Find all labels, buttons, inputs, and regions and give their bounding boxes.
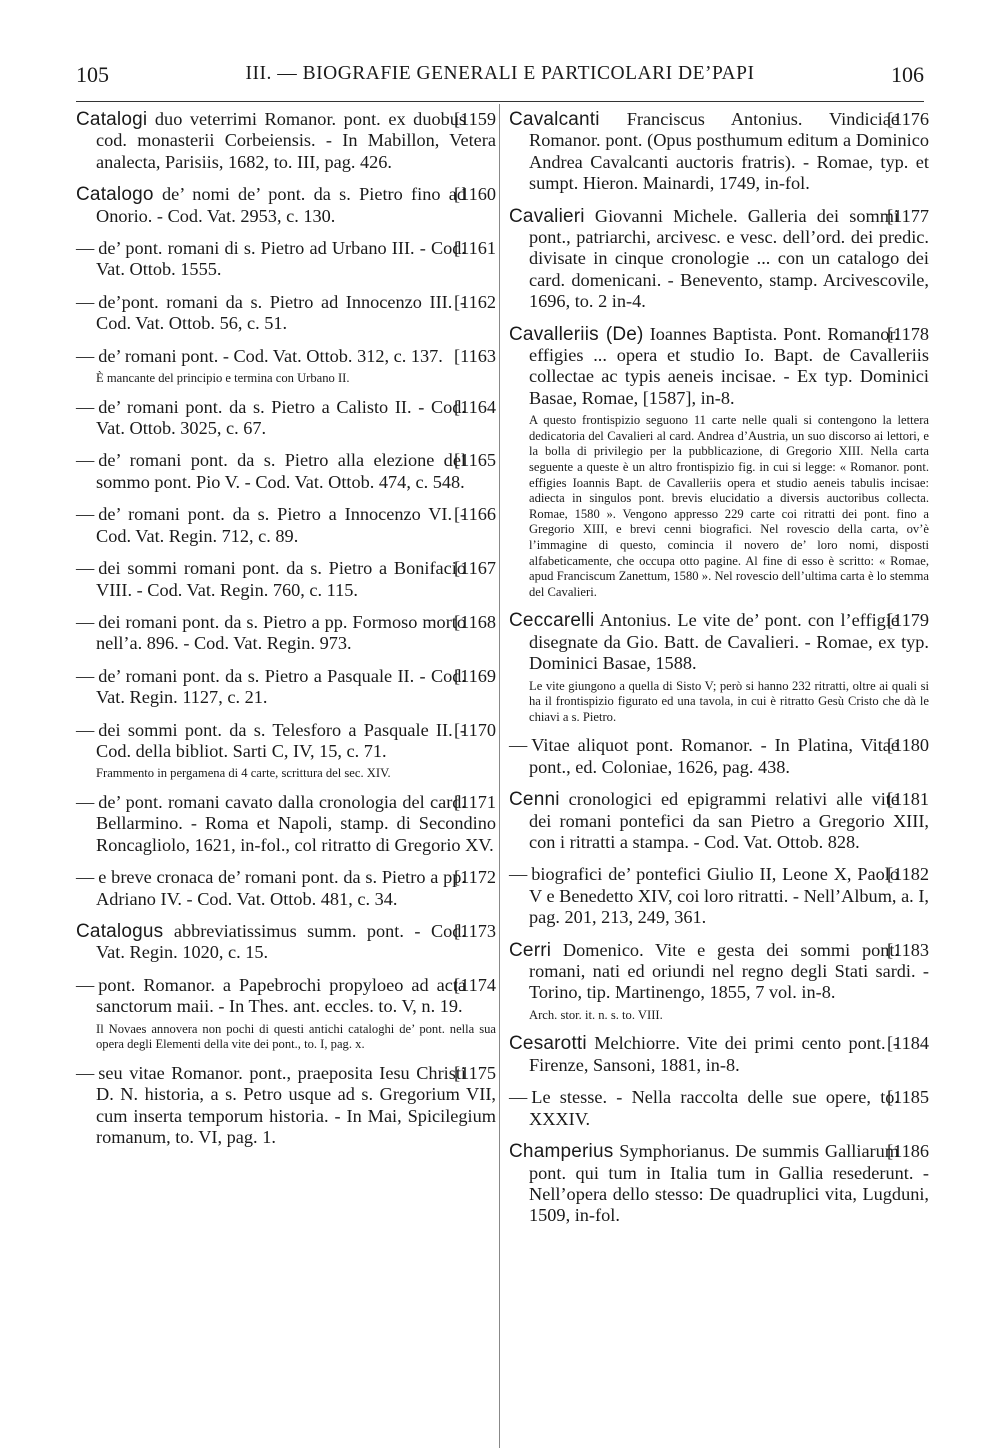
bibliography-entry <box>76 921 496 964</box>
entry-number: [1180 <box>887 735 929 756</box>
entry-number: [1172 <box>454 867 496 888</box>
bibliography-entry <box>509 789 929 853</box>
entry-text: seu vitae Romanor. pont., praeposita Iesu Christi D. N. historia, a s. Petro usque ad s. Gregorium VII, cum inserta temporum historia. - In Mai, Spicilegium romanum, to. VI, pag. 1. <box>96 1062 496 1147</box>
entry-text: Domenico. Vite e gesta dei sommi pont. romani, nati ed oriundi nel regno degli Stati sardi. - Torino, tip. Martinengo, 1855, 7 vol. in-8. <box>529 939 929 1003</box>
entry-dash: — <box>76 867 95 888</box>
entry-dash: — <box>76 719 95 740</box>
bibliography-entry <box>76 450 496 493</box>
entry-number: [1183 <box>887 939 929 960</box>
entry-text: de’ romani pont. da s. Pietro a Innocenzo VI. - Cod. Vat. Regin. 712, c. 89. <box>96 504 467 546</box>
entry-text: Giovanni Michele. Galleria dei sommi pont., patriarchi, arcivesc. e vesc. dell’ord. dei predic. divisate in cinque cronologie ... con un catalogo dei card. domenicani. - Benevento, stamp. Arcivescovile, 1696, to. 2 in-4. <box>529 205 929 312</box>
right-column <box>509 109 929 1238</box>
bibliography-entry <box>76 109 496 173</box>
bibliography-entry <box>509 735 929 778</box>
entry-note: Arch. stor. it. n. s. to. VIII. <box>529 1007 663 1022</box>
column-divider <box>499 104 500 1448</box>
entry-text: de’ romani pont. - Cod. Vat. Ottob. 312, c. 137. <box>98 345 443 366</box>
entry-text: de’ romani pont. da s. Pietro alla elezione del sommo pont. Pio V. - Cod. Vat. Ottob. 474, c. 548. <box>96 450 467 492</box>
entry-text: duo veterrimi Romanor. pont. ex duobus cod. monasterii Corbeiensis. - In Mabillon, Vetera analecta, Parisiis, 1682, to. III, pag. 426. <box>96 109 496 172</box>
bibliography-entry <box>76 346 496 367</box>
bibliography-entry <box>76 504 496 547</box>
bibliography-entry <box>76 558 496 601</box>
entry-dash: — <box>509 735 528 756</box>
entry-number: [1171 <box>454 791 496 812</box>
entry-text: Le stesse. - Nella raccolta delle sue opere, to. XXXIV. <box>529 1087 900 1129</box>
entry-dash: — <box>76 611 95 632</box>
entry-note: A questo frontispizio seguono 11 carte nelle quali si contengono la lettera dedicatoria del Cavalieri al card. Andrea d’Austria, un suo discorso ai lettori, e la bolla di privilegio per la pubblicazione, di Gregorio XIII. Nella carta seguente a queste è un altro frontispizio fig. in cui si legge: « Romanor. pont. effigies Ioannis Bapt. de Cavalleriis opera et studio aeneis tabulis incisae: adiecta in singulos pont. brevis elucidatio a diversis auctoribus collecta. Romae, 1580 ». Vengono appresso 229 carte coi ritratti dei pont. fino a Gregorio XIII, e brevi cenni biografici. Nel rovescio della carta, ov’è l’immagine di questo, comincia il novero de’ loro nomi, disposti alfabeticamente, che occupa otto pagine. Al fine di esso è scritto: « Romae, apud Franciscum Zanettum, 1580 ». Nel rovescio dell’ultima carta è lo stemma del Cavalieri. <box>529 413 929 599</box>
entry-headword: Cerri <box>509 939 552 961</box>
entry-number: [1165 <box>454 450 496 471</box>
bibliography-entry <box>76 867 496 910</box>
entry-text: dei sommi romani pont. da s. Pietro a Bonifacio VIII. - Cod. Vat. Regin. 760, c. 115. <box>96 558 467 600</box>
entry-text: Vitae aliquot pont. Romanor. - In Platina, Vitae pont., ed. Coloniae, 1626, pag. 438. <box>529 735 900 777</box>
entry-text: Ioannes Baptista. Pont. Romanor. effigies ... opera et studio Io. Bapt. de Cavalleriis collectae ac typis aeneis incisae. - Ex typ. Dominici Basae, Romae, [1587], in-8. <box>529 323 929 408</box>
bibliography-entry <box>509 610 929 674</box>
bibliography-entry <box>76 792 496 856</box>
entry-text: biografici de’ pontefici Giulio II, Leone X, Paolo V e Benedetto XIV, coi loro ritratti. - Nell’Album, a. I, pag. 201, 213, 249, 361. <box>529 864 929 928</box>
bibliography-entry <box>76 1063 496 1149</box>
entry-number: [1186 <box>887 1141 929 1162</box>
entry-number: [1173 <box>454 920 496 941</box>
entry-text: de’ pont. romani di s. Pietro ad Urbano III. - Cod. Vat. Ottob. 1555. <box>96 238 467 280</box>
bibliography-entry <box>509 1141 929 1227</box>
header-rule <box>76 101 924 102</box>
entry-dash: — <box>509 864 528 885</box>
entry-text: de’ romani pont. da s. Pietro a Calisto II. - Cod. Vat. Ottob. 3025, c. 67. <box>96 396 467 439</box>
entry-note: È mancante del principio e termina con Urbano II. <box>96 371 350 386</box>
page-header <box>76 62 924 96</box>
entry-dash: — <box>76 1062 95 1083</box>
entry-number: [1162 <box>454 291 496 312</box>
entry-text: de’ nomi de’ pont. da s. Pietro fino ad Onorio. - Cod. Vat. 2953, c. 130. <box>96 184 467 226</box>
entry-headword: Cavalleriis (De) <box>509 323 644 345</box>
bibliography-entry <box>509 940 929 1004</box>
entry-headword: Cenni <box>509 789 560 811</box>
entry-dash: — <box>76 291 95 312</box>
entry-note: Frammento in pergamena di 4 carte, scrittura del sec. XIV. <box>96 766 391 781</box>
entry-note: Il Novaes annovera non pochi di questi antichi cataloghi de’ pont. nella sua opera degli Elementi della vite dei pont., to. I, pag. x. <box>96 1021 496 1052</box>
entry-headword: Catalogi <box>76 109 148 130</box>
entry-headword: Ceccarelli <box>509 610 595 632</box>
bibliography-entry <box>76 612 496 655</box>
entry-dash: — <box>76 558 95 579</box>
entry-text: de’ pont. romani cavato dalla cronologia del card. Bellarmino. - Roma et Napoli, stamp. di Secondino Roncagliolo, 1621, in-fol., col ritratto di Gregorio XV. <box>96 791 496 855</box>
page-number-left: 105 <box>76 62 109 87</box>
entry-text: Antonius. Le vite de’ pont. con l’effigie disegnate da Gio. Batt. de Cavalieri. - Romae, ex typ. Dominici Basae, 1588. <box>529 610 929 674</box>
entry-number: [1166 <box>454 504 496 525</box>
page-number-right: 106 <box>891 62 924 87</box>
entry-number: [1182 <box>887 864 929 885</box>
bibliography-entry <box>76 292 496 335</box>
entry-headword: Cesarotti <box>509 1033 587 1055</box>
entry-number: [1178 <box>887 323 929 344</box>
entry-dash: — <box>76 238 95 259</box>
entry-dash: — <box>76 396 95 417</box>
entry-note: Le vite giungono a quella di Sisto V; però si hanno 232 ritratti, oltre ai quali si ha il frontispizio figurato ed una tavola, in cui è ritratto Gesù Cristo che dà le chiavi a s. Pietro. <box>529 678 929 724</box>
entry-number: [1169 <box>454 665 496 686</box>
entry-dash: — <box>76 504 95 525</box>
entry-headword: Catalogo <box>76 184 154 206</box>
bibliography-entry <box>76 720 496 763</box>
bibliography-entry <box>509 109 929 195</box>
bibliography-entry <box>509 324 929 410</box>
entry-text: Franciscus Antonius. Vindiciae Romanor. pont. (Opus posthumum editum a Dominico Andrea Cavalcanti auctoris fratris). - Romae, typ. et sumpt. Hieron. Mainardi, 1749, in-fol. <box>529 109 929 194</box>
entry-number: [1170 <box>454 719 496 740</box>
bibliography-entry <box>76 238 496 281</box>
entry-number: [1175 <box>454 1062 496 1083</box>
entry-text: de’ romani pont. da s. Pietro a Pasquale II. - Cod. Vat. Regin. 1127, c. 21. <box>96 665 467 708</box>
entry-number: [1174 <box>454 974 496 995</box>
bibliography-entry <box>509 206 929 313</box>
entry-headword: Cavalcanti <box>509 109 600 130</box>
entry-dash: — <box>76 450 95 471</box>
bibliography-entry <box>76 397 496 440</box>
entry-number: [1167 <box>454 558 496 579</box>
entry-text: cronologici ed epigrammi relativi alle vite dei romani pontefici da san Pietro a Gregorio XIII, con i ritratti a stampa. - Cod. Vat. Ottob. 828. <box>529 789 929 853</box>
entry-text: de’pont. romani da s. Pietro ad Innocenzo III. - Cod. Vat. Ottob. 56, c. 51. <box>96 291 467 334</box>
entry-headword: Cavalieri <box>509 205 585 227</box>
entry-number: [1181 <box>887 789 929 810</box>
entry-number: [1177 <box>887 205 929 226</box>
entry-headword: Champerius <box>509 1141 614 1163</box>
entry-number: [1163 <box>454 345 496 366</box>
entry-number: [1160 <box>454 184 496 205</box>
entry-number: [1184 <box>887 1033 929 1054</box>
entry-headword: Catalogus <box>76 920 164 942</box>
left-column <box>76 109 496 1159</box>
entry-number: [1164 <box>454 396 496 417</box>
entry-text: e breve cronaca de’ romani pont. da s. Pietro a pp. Adriano IV. - Cod. Vat. Ottob. 481, c. 34. <box>96 867 467 909</box>
entry-text: Melchiorre. Vite dei primi cento pont. - Firenze, Sansoni, 1881, in-8. <box>529 1033 900 1075</box>
entry-text: dei romani pont. da s. Pietro a pp. Formoso morto nell’a. 896. - Cod. Vat. Regin. 973. <box>96 611 467 654</box>
entry-number: [1185 <box>887 1087 929 1108</box>
entry-number: [1168 <box>454 611 496 632</box>
entry-dash: — <box>76 791 95 812</box>
bibliography-entry <box>509 1033 929 1076</box>
entry-number: [1161 <box>454 238 496 259</box>
entry-number: [1159 <box>454 109 496 129</box>
bibliography-entry <box>509 864 929 928</box>
bibliography-entry <box>76 975 496 1018</box>
bibliography-entry <box>76 666 496 709</box>
entry-number: [1176 <box>887 109 929 129</box>
entry-dash: — <box>509 1087 528 1108</box>
entry-text: pont. Romanor. a Papebrochi propyloeo ad acta sanctorum maii. - In Thes. ant. eccles. to. V, n. 19. <box>96 974 467 1017</box>
running-title: III. — BIOGRAFIE GENERALI E PARTICOLARI DE’PAPI <box>245 63 755 84</box>
entry-text: abbreviatissimus summ. pont. - Cod. Vat. Regin. 1020, c. 15. <box>96 920 467 963</box>
entry-dash: — <box>76 345 95 366</box>
bibliography-entry <box>509 1087 929 1130</box>
entry-dash: — <box>76 974 95 995</box>
entry-number: [1179 <box>887 610 929 631</box>
entry-text: dei sommi pont. da s. Telesforo a Pasquale II. - Cod. della bibliot. Sarti C, IV, 15, c. 71. <box>96 719 467 761</box>
bibliography-entry <box>76 184 496 227</box>
entry-text: Symphorianus. De summis Galliarum pont. qui tum in Italia tum in Gallia resederunt. - Nell’opera dello stesso: De quadruplici vita, Lugduni, 1509, in-fol. <box>529 1141 929 1226</box>
entry-dash: — <box>76 665 95 686</box>
